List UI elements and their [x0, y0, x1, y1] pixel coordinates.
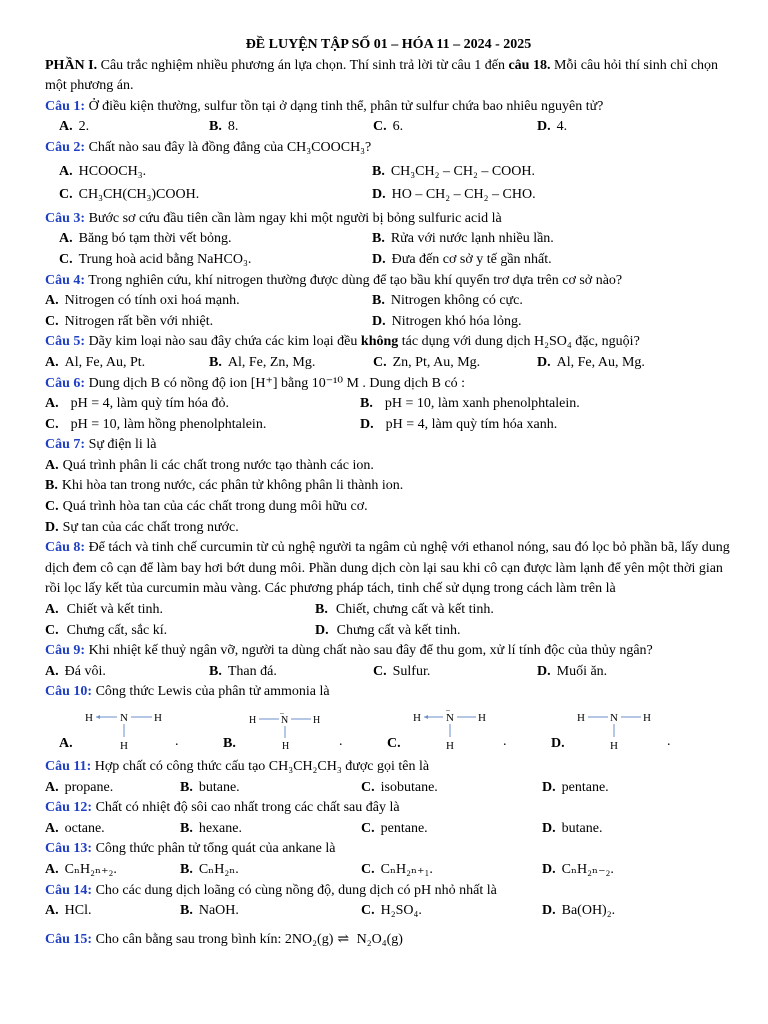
option-d[interactable]: D. butane.: [542, 820, 603, 836]
options-2-row-2: [45, 185, 732, 206]
option-b[interactable]: B. hexane.: [180, 820, 242, 836]
question-3: Câu 3: Bước sơ cứu đầu tiên cần làm ngay khi một người bị bỏng sulfuric acid là: [45, 210, 502, 226]
svg-text:H: H: [478, 712, 486, 724]
option-a[interactable]: A. octane.: [45, 820, 105, 836]
option-c-lewis[interactable]: C. H .. N H H .: [373, 707, 537, 757]
option-d[interactable]: D. Nitrogen khó hóa lỏng.: [372, 313, 522, 329]
question-5: Câu 5: Dãy kim loại nào sau đây chứa các kim loại đều không tác dụng với dung dịch H₂SO₄ đặc, nguội?: [45, 334, 640, 350]
option-d[interactable]: D. Al, Fe, Au, Mg.: [537, 354, 645, 370]
option-a[interactable]: A. CₙH₂ₙ₊₂.: [45, 861, 117, 877]
svg-text:H: H: [577, 712, 585, 724]
options-1: [45, 117, 732, 138]
option-c[interactable]: C. Sulfur.: [373, 663, 431, 679]
equilibrium-arrow-icon: ⇌: [337, 931, 350, 947]
option-b-lewis[interactable]: B. H .. N H H .: [209, 707, 373, 757]
option-b[interactable]: B. NaOH.: [180, 903, 239, 919]
svg-text:H: H: [85, 712, 93, 724]
option-d[interactable]: D. Chưng cất và kết tinh.: [315, 622, 461, 638]
option-c[interactable]: C. 6.: [373, 119, 404, 135]
option-a[interactable]: A. propane.: [45, 779, 114, 795]
option-d[interactable]: D. 4.: [537, 119, 568, 135]
option-c[interactable]: C. pentane.: [361, 820, 428, 836]
option-b[interactable]: B. Chiết, chưng cất và kết tinh.: [315, 602, 494, 618]
options-2-row-1: [45, 162, 732, 183]
option-a-lewis[interactable]: A. H N H H .: [45, 707, 209, 757]
lewis-structure-a: [85, 707, 175, 755]
question-2: Câu 2: Chất nào sau đây là đồng đẳng của CH₃COOCH₃?: [45, 139, 372, 155]
option-c[interactable]: C. pH = 10, làm hồng phenolphtalein.: [45, 416, 267, 432]
options-9: [45, 662, 732, 683]
option-a[interactable]: A. Nitrogen có tính oxi hoá mạnh.: [45, 293, 240, 309]
option-b[interactable]: B. CₙH₂ₙ.: [180, 861, 239, 877]
part-intro: PHẦN I. Câu trắc nghiệm nhiều phương án lựa chọn. Thí sinh trả lời từ câu 1 đến câu 18. Mỗi câu hỏi thí sinh chỉ chọn một phương án.: [45, 57, 719, 94]
options-4-row-1: [45, 291, 732, 312]
option-d[interactable]: D. Sự tan của các chất trong nước.: [45, 519, 239, 535]
question-8: Câu 8: Để tách và tinh chế curcumin từ củ nghệ người ta ngâm củ nghệ với ethanol nóng, sau đó lọc bỏ phần bã, lấy dung dịch đem cô cạn để làm bay hơi bớt dung môi. Phần dung dịch còn lại sau khi cô cạn được làm lạnh để yên một thời gian rồi lọc lấy kết tủa curcumin màu vàng. Các phương pháp tách, tinh chế sử dụng trong cách làm trên là: [45, 540, 730, 597]
option-c[interactable]: C. isobutane.: [361, 779, 438, 795]
option-a[interactable]: A. HCOOCH₃.: [59, 163, 147, 179]
svg-text:H: H: [446, 740, 454, 752]
option-a[interactable]: A. Đá vôi.: [45, 663, 106, 679]
option-d[interactable]: D. Ba(OH)₂.: [542, 903, 616, 919]
svg-text:H: H: [282, 741, 290, 752]
svg-text:N: N: [281, 715, 289, 726]
option-d[interactable]: D. CₙH₂ₙ₋₂.: [542, 861, 614, 877]
question-7: Câu 7: Sự điện li là: [45, 437, 157, 453]
option-a[interactable]: A. HCl.: [45, 903, 92, 919]
question-14: Câu 14: Cho các dung dịch loãng có cùng nồng độ, dung dịch có pH nhỏ nhất là: [45, 882, 497, 898]
options-11: [45, 778, 732, 799]
svg-text:H: H: [154, 712, 162, 724]
svg-text:..: ..: [280, 707, 284, 716]
svg-text:H: H: [313, 715, 321, 726]
options-8-row-2: [45, 621, 732, 642]
option-a[interactable]: A. Băng bó tạm thời vết bỏng.: [59, 231, 232, 247]
option-a[interactable]: A. Quá trình phân li các chất trong nước tạo thành các ion.: [45, 457, 374, 473]
option-c[interactable]: C. CH₃CH(CH₃)COOH.: [59, 187, 200, 203]
options-6-row-2: [45, 415, 732, 436]
option-d-lewis[interactable]: D. H N H H .: [537, 707, 701, 757]
options-3-row-1: [45, 229, 732, 250]
question-6: Câu 6: Dung dịch B có nồng độ ion [H⁺] bằng 10⁻¹⁰ M . Dung dịch B có :: [45, 375, 466, 391]
options-8-row-1: [45, 600, 732, 621]
question-15: Câu 15: Cho cân bằng sau trong bình kín: 2NO₂(g) ⇌ N₂O₄(g): [45, 931, 403, 947]
svg-text:..: ..: [446, 707, 450, 713]
option-a[interactable]: A. Al, Fe, Au, Pt.: [45, 354, 146, 370]
svg-text:H: H: [610, 740, 618, 752]
question-1: Câu 1: Ở điều kiện thường, sulfur tồn tại ở dạng tinh thể, phân tử sulfur chứa bao nhiêu nguyên tử?: [45, 98, 604, 114]
option-c[interactable]: C. Nitrogen rất bền với nhiệt.: [45, 313, 214, 329]
svg-text:N: N: [610, 712, 618, 724]
option-c[interactable]: C. Trung hoà acid bằng NaHCO₃.: [59, 251, 252, 267]
lewis-structure-d: [577, 707, 667, 755]
option-b[interactable]: B. Khi hòa tan trong nước, các phân tử không phân li thành ion.: [45, 478, 404, 494]
part-label: PHẦN I.: [45, 57, 98, 73]
lewis-structure-c: [413, 707, 503, 755]
options-3-row-2: [45, 250, 732, 271]
option-d[interactable]: D. pentane.: [542, 779, 609, 795]
question-12: Câu 12: Chất có nhiệt độ sôi cao nhất trong các chất sau đây là: [45, 800, 400, 816]
option-b[interactable]: B. CH₃CH₂ – CH₂ – COOH.: [372, 163, 535, 179]
lewis-options: [45, 707, 732, 757]
options-6-row-1: [45, 394, 732, 415]
option-d[interactable]: D. Muối ăn.: [537, 663, 608, 679]
option-b[interactable]: B. Than đá.: [209, 663, 277, 679]
svg-text:N: N: [120, 712, 128, 724]
option-a[interactable]: A. Chiết và kết tinh.: [45, 602, 164, 618]
option-c[interactable]: C. H₂SO₄.: [361, 903, 422, 919]
svg-text:N: N: [446, 712, 454, 724]
options-4-row-2: [45, 312, 732, 333]
option-b[interactable]: B. pH = 10, làm xanh phenolphtalein.: [360, 396, 580, 412]
option-c[interactable]: C. Quá trình hòa tan của các chất trong dung môi hữu cơ.: [45, 499, 368, 515]
option-d[interactable]: D. Đưa đến cơ sở y tế gần nhất.: [372, 251, 552, 267]
option-b[interactable]: B. Rửa với nước lạnh nhiều lần.: [372, 231, 554, 247]
option-d[interactable]: D. HO – CH₂ – CH₂ – CHO.: [372, 187, 536, 203]
option-a[interactable]: A. 2.: [59, 119, 90, 135]
svg-text:H: H: [413, 712, 421, 724]
question-10: Câu 10: Công thức Lewis của phân tử ammonia là: [45, 684, 330, 700]
option-b[interactable]: B. butane.: [180, 779, 240, 795]
option-c[interactable]: C. Chưng cất, sắc kí.: [45, 622, 168, 638]
option-d[interactable]: D. pH = 4, làm quỳ tím hóa xanh.: [360, 416, 558, 432]
options-5: [45, 353, 732, 374]
options-14: [45, 901, 732, 922]
option-b[interactable]: B. Nitrogen không có cực.: [372, 293, 523, 309]
option-c[interactable]: C. CₙH₂ₙ₊₁.: [361, 861, 433, 877]
options-12: [45, 819, 732, 840]
svg-text:H: H: [643, 712, 651, 724]
option-b[interactable]: B. Al, Fe, Zn, Mg.: [209, 354, 316, 370]
option-b[interactable]: B. 8.: [209, 119, 239, 135]
lewis-structure-b: [249, 707, 339, 755]
exam-title: ĐỀ LUYỆN TẬP SỐ 01 – HÓA 11 – 2024 - 2025: [245, 37, 532, 52]
option-a[interactable]: A. pH = 4, làm quỳ tím hóa đỏ.: [45, 396, 230, 412]
svg-text:H: H: [120, 740, 128, 752]
question-11: Câu 11: Hợp chất có công thức cấu tạo CH₃CH₂CH₃ được gọi tên là: [45, 759, 430, 774]
question-13: Câu 13: Công thức phân tử tổng quát của ankane là: [45, 841, 336, 857]
question-4: Câu 4: Trong nghiên cứu, khí nitrogen thường được dùng để tạo bầu khí quyển trơ dựa trên cơ sở nào?: [45, 272, 623, 288]
question-9: Câu 9: Khi nhiệt kế thuỷ ngân vỡ, người ta dùng chất nào sau đây để thu gom, xử lí tính độc của thủy ngân?: [45, 643, 653, 659]
svg-text:H: H: [249, 715, 257, 726]
options-13: [45, 860, 732, 881]
option-c[interactable]: C. Zn, Pt, Au, Mg.: [373, 354, 481, 370]
